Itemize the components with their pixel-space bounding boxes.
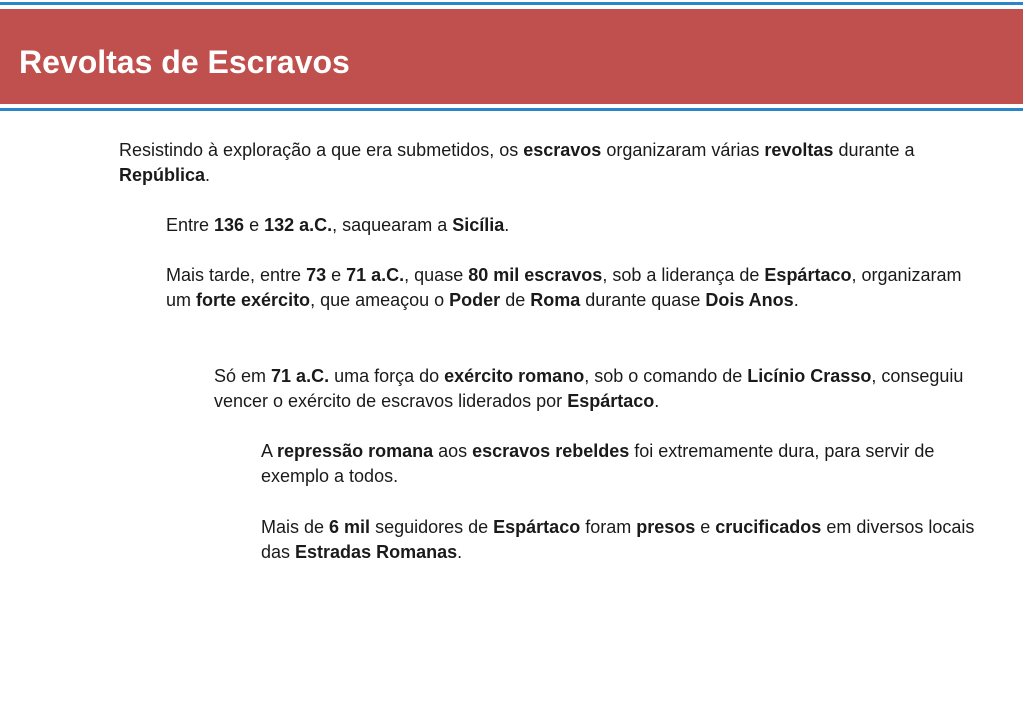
text-segment: . (654, 391, 660, 411)
emphasized-text: Estradas Romanas (295, 542, 458, 562)
text-segment: em diversos locais das (261, 517, 975, 562)
emphasized-text: 80 mil escravos (468, 265, 603, 285)
text-segment: Mais de (261, 517, 330, 537)
text-segment: Resistindo à exploração a que era submetidos, os (119, 140, 524, 160)
text-segment: , que ameaçou o (310, 290, 450, 310)
emphasized-text: escravos (523, 140, 602, 160)
body-paragraph-6 (261, 515, 991, 565)
text-segment: aos (433, 441, 473, 461)
emphasized-text: 73 (306, 265, 327, 285)
text-segment: Mais tarde, entre (166, 265, 307, 285)
text-segment: , sob a liderança de (602, 265, 765, 285)
emphasized-text: Sicília (452, 215, 505, 235)
emphasized-text: Espártaco (493, 517, 581, 537)
emphasized-text: 6 mil (329, 517, 371, 537)
body-paragraph-4 (214, 364, 1004, 414)
text-segment: , sob o comando de (584, 366, 748, 386)
emphasized-text: escravos rebeldes (472, 441, 630, 461)
emphasized-text: 132 a.C. (264, 215, 333, 235)
text-segment: foram (580, 517, 637, 537)
text-segment: durante a (833, 140, 915, 160)
text-segment: . (457, 542, 463, 562)
slide-title: Revoltas de Escravos (19, 44, 350, 80)
body-paragraph-1 (119, 138, 979, 188)
text-segment: , organizaram um (166, 265, 962, 310)
text-segment: . (205, 165, 211, 185)
body-paragraph-5 (261, 439, 991, 489)
text-segment: e (244, 215, 265, 235)
emphasized-text: forte exército (196, 290, 311, 310)
text-segment: de (500, 290, 531, 310)
text-segment: A (261, 441, 278, 461)
text-segment: e (695, 517, 716, 537)
text-segment: . (504, 215, 510, 235)
emphasized-text: 71 a.C. (271, 366, 330, 386)
text-segment: , quase (404, 265, 469, 285)
text-segment: . (793, 290, 799, 310)
text-segment: , conseguiu vencer o exército de escravos liderados por (214, 366, 964, 411)
emphasized-text: exército romano (444, 366, 585, 386)
title-banner (0, 9, 1023, 104)
text-segment: Entre (166, 215, 215, 235)
emphasized-text: revoltas (764, 140, 834, 160)
emphasized-text: 136 (214, 215, 245, 235)
bottom-divider-line (0, 108, 1023, 111)
text-segment: foi extremamente dura, para servir de exemplo a todos. (261, 441, 935, 486)
emphasized-text: crucificados (715, 517, 822, 537)
emphasized-text: Dois Anos (705, 290, 794, 310)
emphasized-text: repressão romana (277, 441, 434, 461)
text-segment: seguidores de (370, 517, 494, 537)
text-segment: e (326, 265, 347, 285)
emphasized-text: Licínio Crasso (747, 366, 872, 386)
emphasized-text: Roma (530, 290, 581, 310)
emphasized-text: 71 a.C. (346, 265, 405, 285)
emphasized-text: Espártaco (764, 265, 852, 285)
body-paragraph-3 (166, 263, 986, 313)
text-segment: , saquearam a (332, 215, 453, 235)
body-paragraph-2 (166, 213, 986, 238)
emphasized-text: Espártaco (567, 391, 655, 411)
emphasized-text: República (119, 165, 206, 185)
text-segment: Só em (214, 366, 272, 386)
text-segment: uma força do (329, 366, 445, 386)
text-segment: durante quase (580, 290, 706, 310)
emphasized-text: presos (636, 517, 696, 537)
emphasized-text: Poder (449, 290, 501, 310)
text-segment: organizaram várias (601, 140, 765, 160)
top-divider-line (0, 2, 1023, 5)
